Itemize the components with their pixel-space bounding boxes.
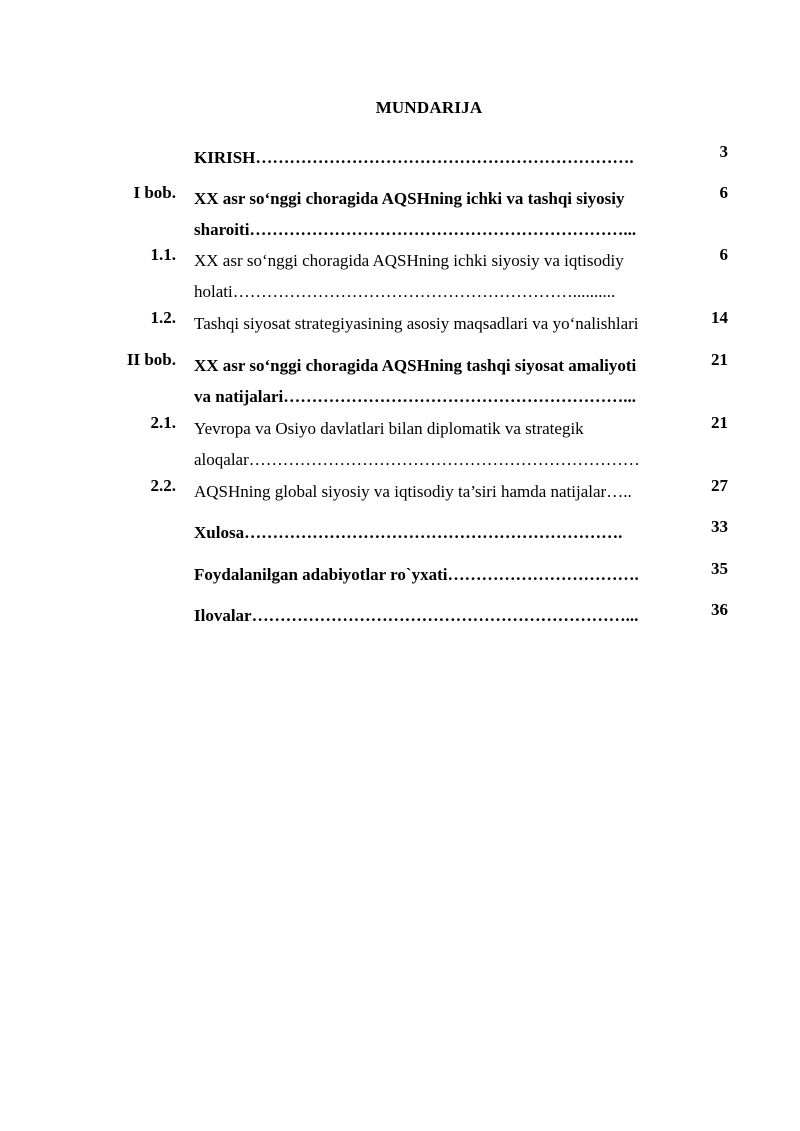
toc-entry-page: 36 bbox=[711, 600, 728, 619]
toc-entry-title-line: AQSHning global siyosiy va iqtisodiy ta’siri hamda natijalar….. bbox=[194, 482, 632, 501]
toc-entry-title-line: Foydalanilgan adabiyotlar ro`yxati……………………………. bbox=[194, 565, 639, 584]
toc-entry-title bbox=[194, 413, 688, 475]
toc-entry-label: 1.2. bbox=[150, 308, 176, 327]
toc-entry-title-line: sharoiti…………………………………………………………... bbox=[194, 220, 637, 239]
toc-entry-page: 21 bbox=[711, 413, 728, 432]
toc-entry-label: I bob. bbox=[133, 183, 176, 202]
toc-entry-title-line: Ilovalar…………………………………………………………... bbox=[194, 606, 639, 625]
toc-entry-page: 6 bbox=[719, 183, 728, 202]
toc-entry-title-line: XX asr so‘nggi choragida AQSHning ichki va tashqi siyosiy bbox=[194, 189, 625, 208]
toc-entry-title bbox=[194, 559, 688, 590]
toc-entry-title-line: Tashqi siyosat strategiyasining asosiy maqsadlari va yo‘nalishlari bbox=[194, 314, 639, 333]
toc-entry-label: 2.1. bbox=[150, 413, 176, 432]
toc-entry-page: 14 bbox=[711, 308, 728, 327]
toc-entry-title bbox=[194, 476, 688, 507]
toc-entry-label: 1.1. bbox=[150, 245, 176, 264]
toc-entry-page: 35 bbox=[711, 559, 728, 578]
toc-entry-title-line: Yevropa va Osiyo davlatlari bilan diplomatik va strategik bbox=[194, 419, 584, 438]
toc-entry-title bbox=[194, 142, 688, 173]
toc-entry-page: 3 bbox=[719, 142, 728, 161]
toc-entry-label: II bob. bbox=[126, 350, 176, 369]
toc-entry-title-line: va natijalari……………………………………………………... bbox=[194, 387, 636, 406]
toc-entry-title bbox=[194, 350, 688, 412]
toc-entry-title bbox=[194, 183, 688, 245]
toc-entry-page: 27 bbox=[711, 476, 728, 495]
toc-entry-title-line: XX asr so‘nggi choragida AQSHning tashqi siyosat amaliyoti bbox=[194, 356, 637, 375]
toc-entry-page: 6 bbox=[719, 245, 728, 264]
toc-entry-title-line: XX asr so‘nggi choragida AQSHning ichki siyosiy va iqtisodiy bbox=[194, 251, 624, 270]
page-title: MUNDARIJA bbox=[375, 98, 483, 117]
toc-entry-title bbox=[194, 245, 688, 307]
toc-entry-title bbox=[194, 517, 688, 548]
toc-entry-title bbox=[194, 308, 688, 339]
toc-entry-page: 33 bbox=[711, 517, 728, 536]
toc-entry-title-line: Xulosa…………………………………………………………. bbox=[194, 523, 623, 542]
toc-entry-label: 2.2. bbox=[150, 476, 176, 495]
toc-entry-title-line: KIRISH…………………………………………………………. bbox=[194, 148, 634, 167]
toc-entry-title bbox=[194, 600, 688, 631]
toc-entry-page: 21 bbox=[711, 350, 728, 369]
toc-entry-title-line: holati…………………………………………………….......... bbox=[194, 282, 616, 301]
toc-entry-title-line: aloqalar…………………………………………………………… bbox=[194, 450, 640, 469]
